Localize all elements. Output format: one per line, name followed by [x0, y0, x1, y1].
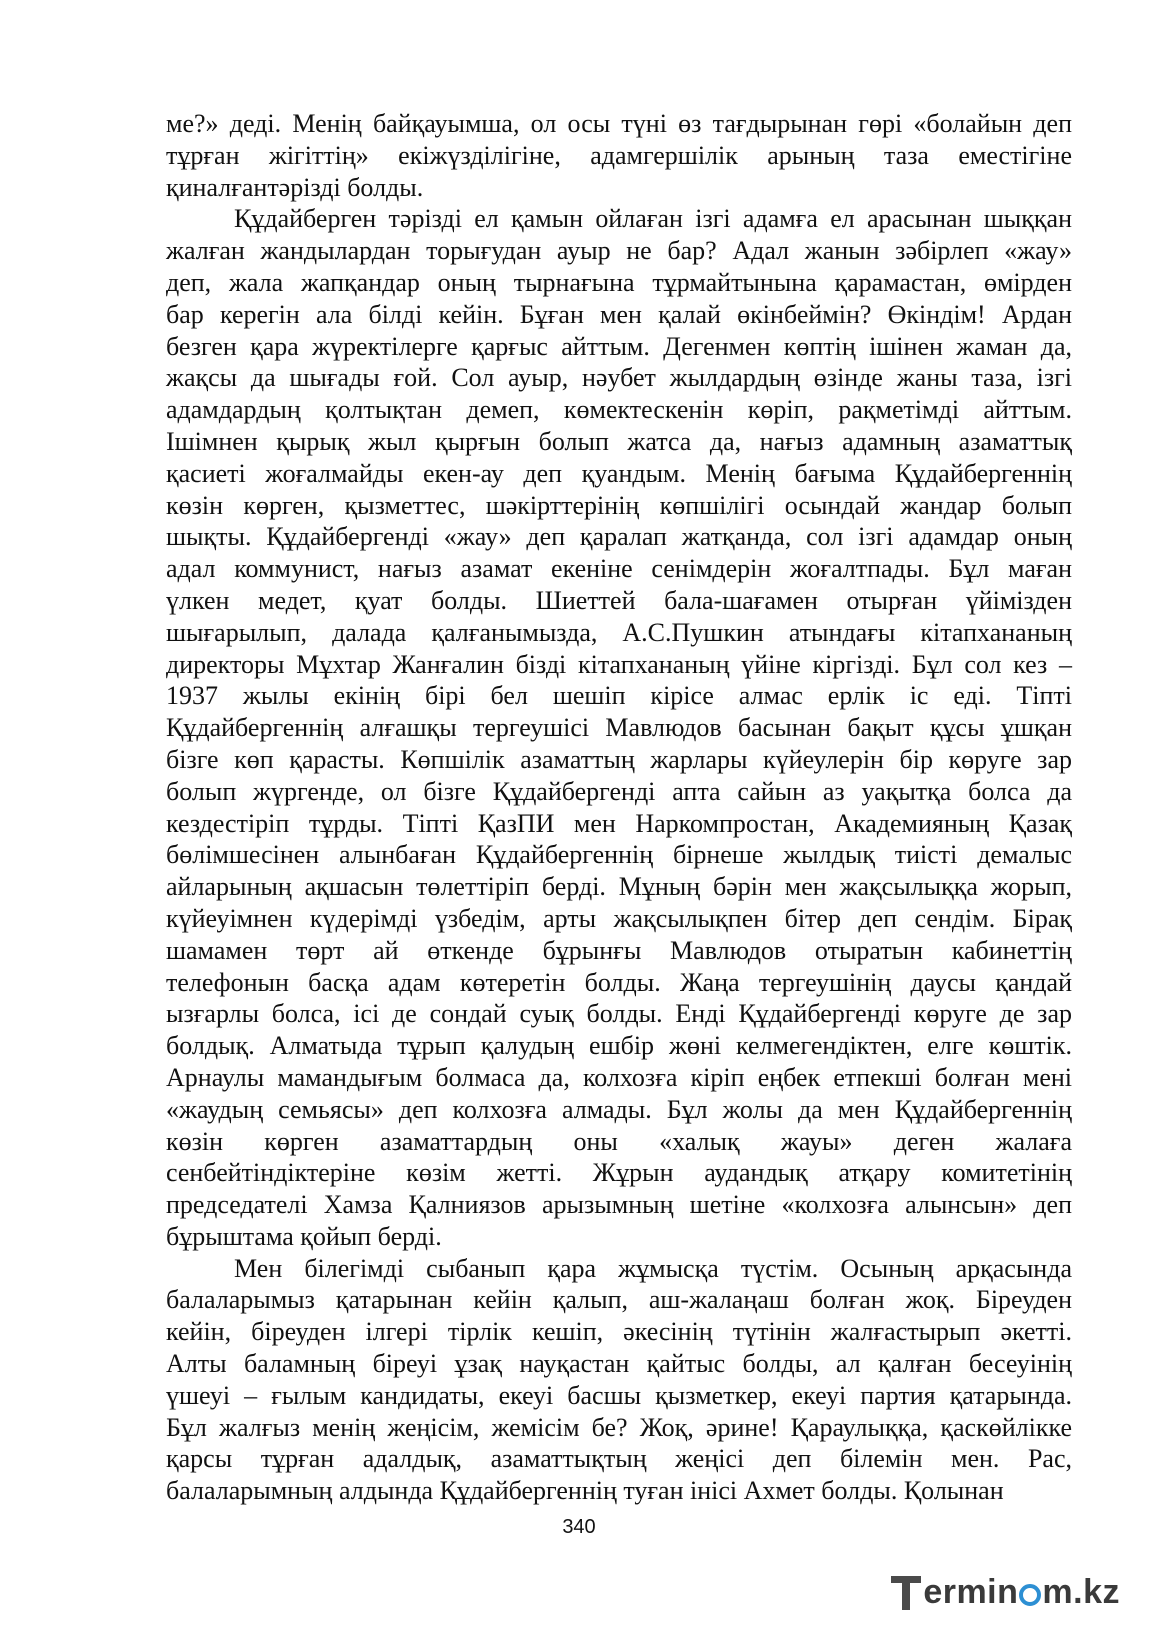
text-line: сенбейтіндіктеріне көзім жетті. Жұрын аудандық атқару комитетінің	[166, 1158, 1072, 1188]
text-line: Арнаулы мамандығым болмаса да, колхозға кіріп еңбек етпекші болған мені	[166, 1062, 1072, 1092]
page-number: 340	[562, 1516, 596, 1538]
text-line: безген қара жүректілерге қарғыс айттым. Дегенмен көптің ішінен жаман да,	[166, 331, 1072, 361]
paragraph	[166, 1253, 1072, 1507]
circle-o-icon	[1019, 1584, 1041, 1606]
text-line: председателі Хамза Қалниязов арызымның шетіне «колхозға алынсын» деп	[166, 1190, 1072, 1220]
text-line: шықты. Құдайбергенді «жау» деп қаралап жатқанда, сол ізгі адамдар оның	[166, 522, 1072, 552]
text-line: үшеуі – ғылым кандидаты, екеуі басшы қызметкер, екеуі партия қатарында.	[166, 1380, 1072, 1410]
text-line: болып жүргенде, ол бізге Құдайбергенді апта сайын аз уақытқа болса да	[166, 776, 1072, 806]
watermark-prefix: ermin	[923, 1572, 1019, 1611]
text-line: Құдайберген тәрізді ел қамын ойлаған ізгі адамға ел арасынан шыққан	[234, 204, 1072, 234]
text-line: көзін көрген, қызметтес, шәкірттерінің көпшілігі осындай жандар болып	[166, 490, 1072, 520]
text-line: шамамен төрт ай өткенде бұрынғы Мавлюдов отыратын кабинеттің	[166, 935, 1072, 965]
text-line: 1937 жылы екінің бірі бел шешіп кірісе алмас ерлік іс еді. Тіпті	[166, 681, 1072, 711]
text-line: Құдайбергеннің алғашқы тергеушісі Мавлюдов басынан бақыт құсы ұшқан	[166, 713, 1072, 743]
text-line: кездестіріп тұрды. Тіпті ҚазПИ мен Наркомпростан, Академияның Қазақ	[166, 808, 1072, 838]
text-line: ызғарлы болса, ісі де сондай суық болды. Енді Құдайбергенді көруге де зар	[166, 999, 1072, 1029]
document-body	[166, 108, 1072, 1507]
text-line: телефонын басқа адам көтеретін болды. Жаңа тергеушінің даусы қандай	[166, 967, 1072, 997]
text-line: қасиеті жоғалмайды екен-ау деп қуандым. Менің бағыма Құдайбергеннің	[166, 458, 1072, 488]
text-line: ме?» деді. Менің байқауымша, ол осы түні өз тағдырынан гөрі «болайын деп	[166, 109, 1072, 138]
text-line: жалған жандылардан торығудан ауыр не бар? Адал жанын зәбірлеп «жау»	[166, 236, 1072, 266]
text-line: директоры Мұхтар Жанғалин бізді кітапхананың үйіне кіргізді. Бұл сол кез –	[166, 649, 1072, 679]
t-logo-icon	[891, 1572, 921, 1612]
text-line: бар керегін ала білді кейін. Бұған мен қалай өкінбеймін? Өкіндім! Ардан	[166, 299, 1072, 329]
text-line: көзін көрген азаматтардың оны «халық жауы» деген жалаға	[166, 1126, 1072, 1156]
paragraph	[166, 108, 1072, 203]
text-line: қарсы тұрған адалдық, азаматтықтың жеңісі деп білемін мен. Рас,	[166, 1444, 1072, 1474]
text-line: бөлімшесінен алынбаған Құдайбергеннің бірнеше жылдық тиісті демалыс	[166, 840, 1072, 870]
text-line: балаларымыз қатарынан кейін қалып, аш-жалаңаш болған жоқ. Біреуден	[166, 1285, 1072, 1315]
text-line: қиналғантәрізді болды.	[166, 172, 424, 202]
text-line: кейін, біреуден ілгері тірлік кешіп, әкесінің түтінін жалғастырып әкетті.	[166, 1317, 1072, 1347]
text-line: айларының ақшасын төлеттіріп берді. Мұның бәрін мен жақсылыққа жорып,	[166, 872, 1072, 902]
text-line: деп, жала жапқандар оның тырнағына тұрмайтынына қарамастан, өмірден	[166, 267, 1072, 297]
watermark-suffix: m.kz	[1042, 1572, 1120, 1611]
text-line: балаларымның алдында Құдайбергеннің туған інісі Ахмет болды. Қолынан	[166, 1476, 1004, 1506]
text-line: Алты баламның біреуі ұзақ науқастан қайтыс болды, ал қалған бесеуінің	[166, 1349, 1072, 1379]
text-line: бұрыштама қойып берді.	[166, 1221, 442, 1251]
text-line: Ішімнен қырық жыл қырғын болып жатса да, нағыз адамның азаматтық	[166, 426, 1072, 456]
text-line: адамдардың қолтықтан демеп, көмектескенін көріп, рақметімді айттым.	[166, 395, 1072, 425]
paragraph	[166, 203, 1072, 1252]
text-line: бізге көп қарасты. Көпшілік азаматтың жарлары күйеулерін бір көруге зар	[166, 744, 1072, 774]
text-line: күйеуімнен күдерімді үзбедім, арты жақсылықпен бітер деп сендім. Бірақ	[166, 903, 1072, 933]
text-line: үлкен медет, қуат болды. Шиеттей бала-шағамен отырған үйімізден	[166, 585, 1072, 615]
termincom-watermark	[891, 1570, 1120, 1614]
text-line: болдық. Алматыда тұрып қалудың ешбір жөні келмегендіктен, елге көштік.	[166, 1031, 1072, 1061]
text-line: тұрған жігіттің» екіжүзділігіне, адамгершілік арының таза еместігіне	[166, 140, 1072, 170]
text-line: жақсы да шығады ғой. Сол ауыр, нәубет жылдардың өзінде жаны таза, ізгі	[166, 363, 1072, 393]
text-line: Мен білегімді сыбанып қара жұмысқа түстім. Осының арқасында	[234, 1253, 1072, 1283]
text-line: «жаудың семьясы» деп колхозға алмады. Бұл жолы да мен Құдайбергеннің	[166, 1094, 1072, 1124]
text-line: шығарылып, далада қалғанымызда, А.С.Пушкин атындағы кітапхананың	[166, 617, 1072, 647]
text-line: адал коммунист, нағыз азамат екеніне сенімдерін жоғалтпады. Бұл маған	[166, 554, 1072, 584]
text-line: Бұл жалғыз менің жеңісім, жемісім бе? Жоқ, әрине! Қараулыққа, қаскөйлікке	[166, 1412, 1072, 1442]
